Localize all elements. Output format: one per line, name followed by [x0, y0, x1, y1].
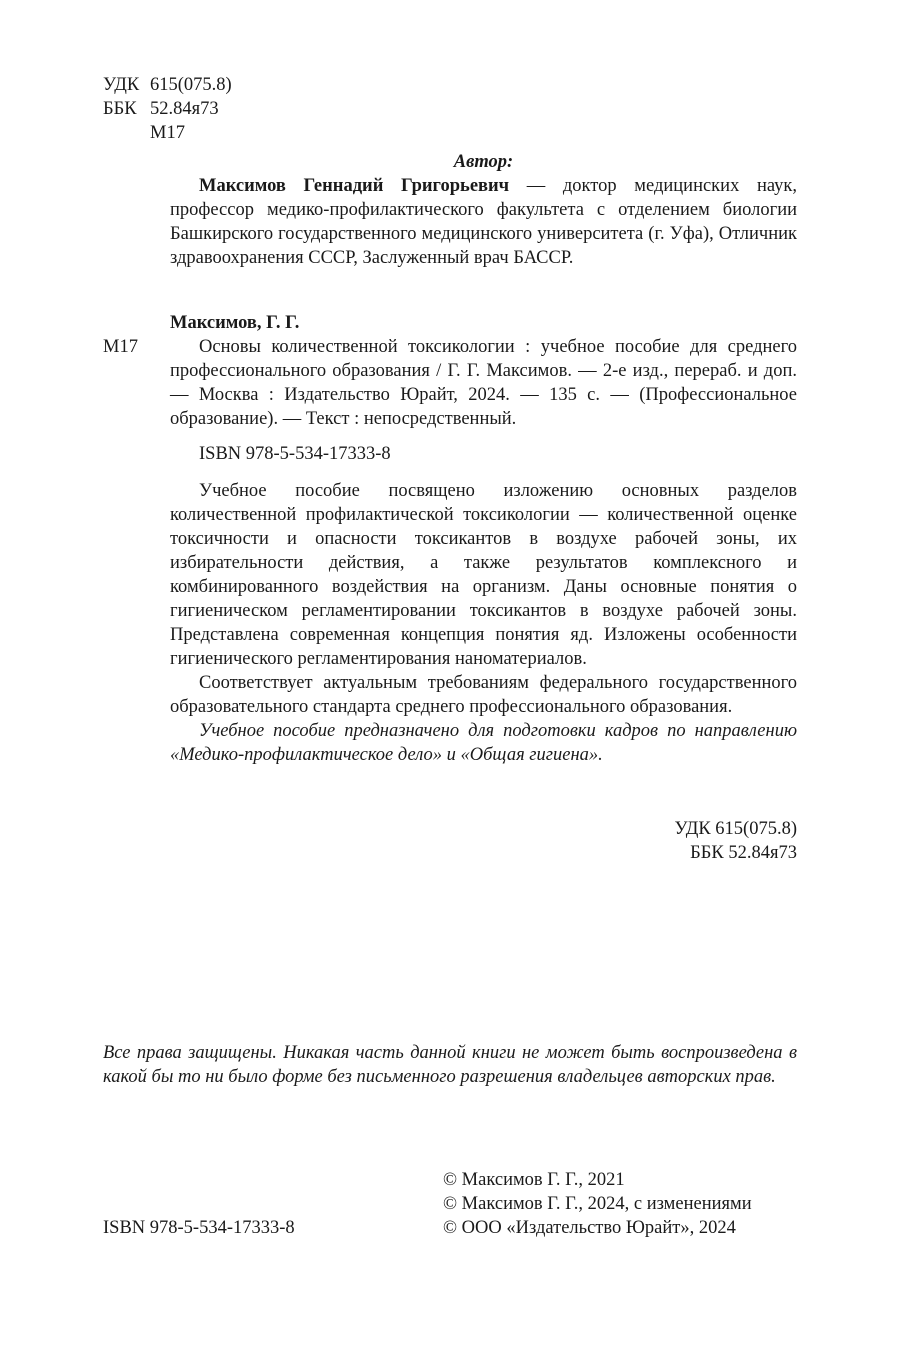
- rights-notice: Все права защищены. Никакая часть данной книги не может быть воспроизведена в какой бы то ни было форме без письменного разрешения владельцев авторских прав.: [103, 1043, 797, 1087]
- annotation: [170, 479, 797, 767]
- author-sign: М17: [150, 123, 185, 143]
- udk-label: УДК: [103, 75, 140, 95]
- annotation-paragraph-2: Соответствует актуальным требованиям федерального государственного образовательного стандарта среднего профессионального образования.: [170, 673, 797, 717]
- record-margin-sign: М17: [103, 337, 138, 357]
- right-bbk: ББК 52.84я73: [690, 843, 797, 863]
- author-heading-text: Автор: [453, 152, 508, 172]
- udk-line: [103, 73, 232, 97]
- classification-block: [103, 73, 232, 145]
- bbk-label: ББК: [103, 99, 137, 119]
- copyright-line: © Максимов Г. Г., 2021: [443, 1170, 625, 1190]
- author-description: — доктор медицинских наук, профессор медико-профилактического факультета с отделением биологии Башкирского государственного медицинского университета (г. Уфа), Отличник здравоохранения СССР, Заслуженный врач БАССР.: [170, 176, 797, 268]
- footer-isbn: ISBN 978-5-534-17333-8: [103, 1218, 295, 1238]
- annotation-paragraph-1: Учебное пособие посвящено изложению основных разделов количественной профилактической токсикологии — количественной оценке токсичности и опасности токсикантов в воздухе рабочей зоны, их избирательности действия, а также результатов комплексного и комбинированного воздействия на организм. Даны основные понятия о гигиеническом регламентировании токсикантов в воздухе рабочей зоны. Представлена современная концепция понятия яд. Изложены особенности гигиенического регламентирования наноматериалов.: [170, 481, 797, 669]
- author-name: Максимов Геннадий Григорьевич: [199, 176, 510, 196]
- right-codes: [560, 817, 797, 865]
- copyright-line: © Максимов Г. Г., 2024, с изменениями: [443, 1194, 752, 1214]
- record-heading-author: Максимов, Г. Г.: [170, 313, 300, 333]
- author-paragraph: [170, 174, 797, 270]
- copyright-list: [443, 1168, 752, 1240]
- bbk-line: [103, 97, 232, 121]
- copyright-line: © ООО «Издательство Юрайт», 2024: [443, 1218, 736, 1238]
- right-udk: УДК 615(075.8): [674, 819, 797, 839]
- record-isbn: ISBN 978-5-534-17333-8: [199, 444, 391, 464]
- record-description: Основы количественной токсикологии : учебное пособие для среднего профессионального образования / Г. Г. Максимов. — 2-е изд., перераб. и доп. — Москва : Издательство Юрайт, 2024. — 135 с. — (Профессиональное образование). — Текст : непосредственный.: [170, 337, 797, 429]
- annotation-paragraph-3: Учебное пособие предназначено для подготовки кадров по направлению «Медико-профилактическое дело» и «Общая гигиена».: [170, 721, 797, 765]
- bbk-code: 52.84я73: [150, 99, 219, 119]
- author-block: [170, 150, 797, 270]
- author-heading-colon: :: [507, 152, 514, 172]
- author-heading: [170, 150, 797, 174]
- udk-code: 615(075.8): [150, 75, 232, 95]
